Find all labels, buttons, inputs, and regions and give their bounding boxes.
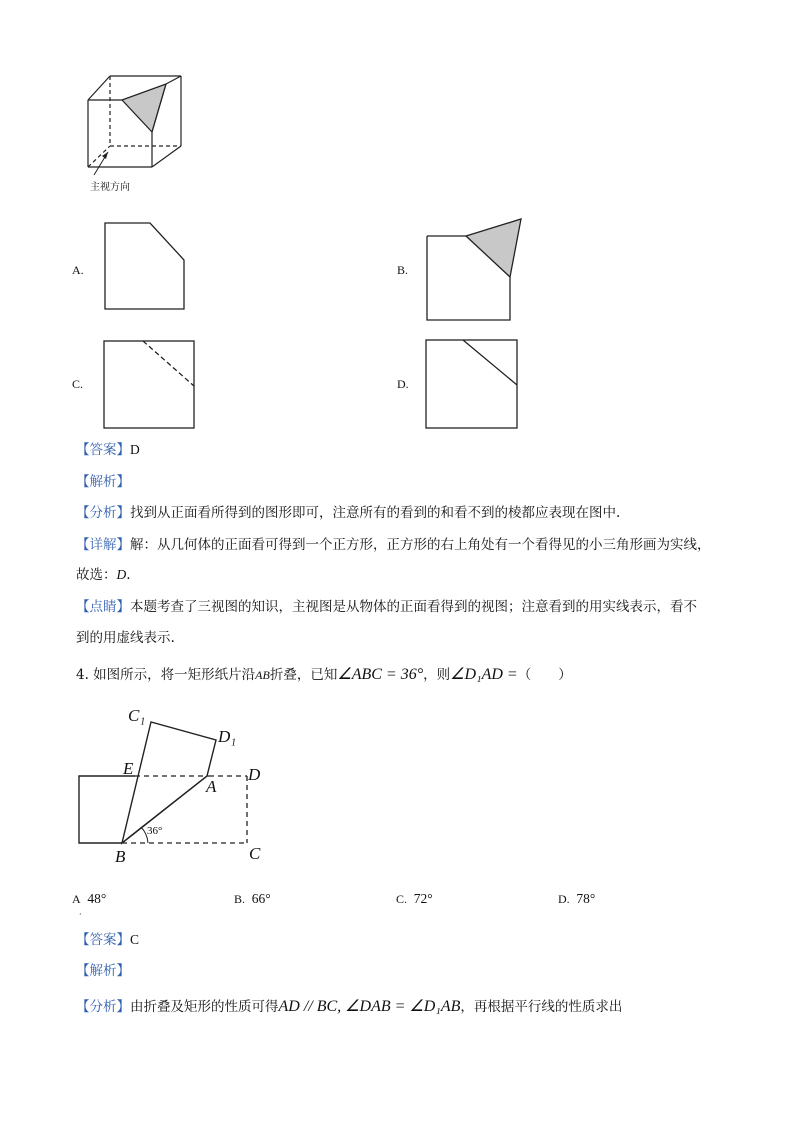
fold-figure — [78, 700, 278, 870]
label-d1: D₁ — [218, 727, 237, 746]
cube-figure — [80, 70, 190, 180]
q3-analysis-tag: 【解析】 — [76, 474, 130, 490]
q3-option-d-label[interactable]: D. — [397, 377, 409, 391]
answer-tag: 【答案】 — [76, 932, 130, 948]
q3-dianjing-line — [76, 597, 697, 617]
label-d: D — [248, 765, 261, 784]
q3-answer-line — [76, 440, 140, 460]
q4-choice-a[interactable] — [72, 889, 106, 909]
label-a: A — [206, 777, 217, 796]
q4-answer-line — [76, 930, 139, 950]
q3-option-c-figure[interactable] — [103, 340, 195, 429]
q4-analysis-tag: 【解析】 — [76, 963, 130, 979]
q3-fenxi-line — [76, 503, 620, 523]
q4-choice-b[interactable] — [234, 889, 271, 909]
q3-xiangjie-text-1: 解：从几何体的正面看可得到一个正方形，正方形的右上角处有一个看得见的小三角形画为实线， — [130, 537, 711, 553]
q3-xiangjie-line — [76, 535, 711, 555]
q3-dianjing-text-1: 本题考查了三视图的知识，主视图是从物体的正面看得到的视图；注意看到的用实线表示，看不 — [130, 599, 697, 615]
q4-stem-text: 4. 如图所示，将一矩形纸片沿 — [76, 667, 256, 683]
q4-stem — [76, 665, 572, 685]
q3-xiangjie-period: . — [126, 567, 131, 583]
choice-value: 48° — [87, 891, 107, 906]
q4-ask-angle: ∠D₁AD = — [450, 666, 518, 683]
q4-choice-d[interactable] — [558, 889, 595, 909]
choice-value: 72° — [413, 891, 433, 906]
answer-tag: 【答案】 — [76, 442, 130, 458]
q4-fenxi-text: 由折叠及矩形的性质可得 — [130, 999, 279, 1015]
q4-fenxi-line — [76, 997, 622, 1017]
choice-label: A — [72, 892, 81, 906]
fenxi-tag: 【分析】 — [76, 999, 130, 1015]
label-e: E — [123, 759, 134, 778]
q4-fenxi-post: ，再根据平行线的性质求出 — [460, 999, 623, 1015]
q3-option-a-figure[interactable] — [104, 222, 186, 310]
q3-option-d-figure[interactable] — [425, 339, 518, 429]
choice-label: B. — [234, 892, 246, 906]
q4-stem-ab: AB — [255, 668, 270, 682]
q3-option-b-figure[interactable] — [426, 218, 524, 322]
q3-answer: D — [130, 442, 140, 457]
q4-stem-then: ，则 — [423, 667, 451, 683]
q4-fenxi-math: AD // BC, ∠DAB = ∠D₁AB — [278, 998, 461, 1015]
q3-xiangjie-var: D — [116, 567, 127, 582]
q3-option-b-label[interactable]: B. — [397, 263, 409, 277]
view-direction-caption: 主视方向 — [90, 182, 130, 193]
q3-xiangjie-line-2 — [76, 565, 131, 585]
q3-option-a-label[interactable]: A. — [72, 263, 84, 277]
stray-dot: · — [79, 910, 82, 919]
label-c: C — [249, 844, 261, 863]
q4-blank-paren: （ ） — [517, 667, 572, 683]
choice-label: D. — [558, 892, 570, 906]
choice-value: 66° — [251, 891, 271, 906]
label-angle-36: 36° — [147, 825, 163, 837]
q4-given-angle: ∠ABC = 36° — [337, 666, 424, 683]
choice-value: 78° — [576, 891, 596, 906]
label-b: B — [115, 847, 126, 866]
q3-xiangjie-text-2: 故选： — [76, 567, 117, 583]
choice-label: C. — [396, 892, 408, 906]
xiangjie-tag: 【详解】 — [76, 537, 130, 553]
dianjing-tag: 【点睛】 — [76, 599, 130, 615]
q4-stem-mid: 折叠，已知 — [269, 667, 338, 683]
fenxi-tag: 【分析】 — [76, 505, 130, 521]
q4-answer: C — [130, 932, 140, 947]
q3-dianjing-line-2: 到的用虚线表示. — [76, 630, 175, 646]
q3-fenxi-text: 找到从正面看所得到的图形即可，注意所有的看到的和看不到的棱都应表现在图中. — [130, 505, 621, 521]
q3-option-c-label[interactable]: C. — [72, 377, 84, 391]
q4-choice-c[interactable] — [396, 889, 433, 909]
label-c1: C₁ — [128, 706, 146, 725]
